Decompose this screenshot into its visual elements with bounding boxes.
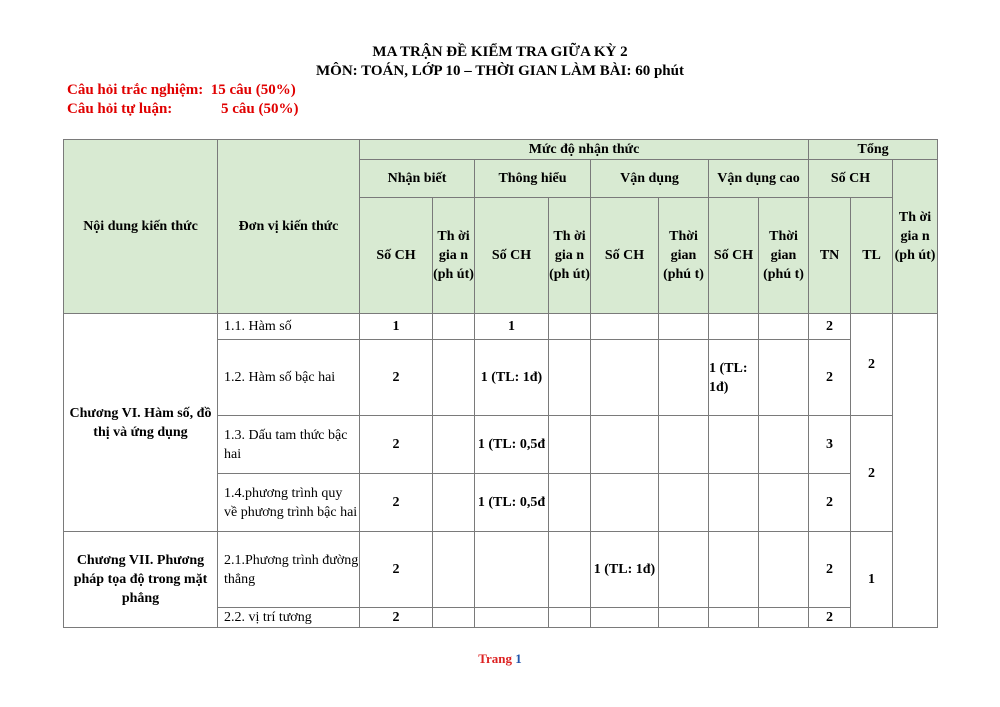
- page-label: Trang: [478, 651, 512, 666]
- document-title: MA TRẬN ĐỀ KIỂM TRA GIỮA KỲ 2: [372, 44, 628, 60]
- header-recognize: Nhận biết: [360, 160, 475, 198]
- total-tn: 2: [809, 532, 851, 608]
- header-apply: Vận dụng: [591, 160, 709, 198]
- header-total-time: Th ời gia n (ph út): [893, 160, 938, 314]
- unit-cell: 1.1. Hàm số: [218, 314, 360, 340]
- th-soch: 1 (TL: 0,5đ: [475, 474, 549, 532]
- total-tn: 2: [809, 474, 851, 532]
- header-understand: Thông hiểu: [475, 160, 591, 198]
- header-vd-soch: Số CH: [591, 198, 659, 314]
- table-row: [64, 314, 938, 340]
- page-footer: [0, 651, 1000, 667]
- mcq-info: [67, 82, 296, 99]
- mcq-value: 15 câu (50%): [210, 82, 296, 98]
- th-soch: 1 (TL: 1đ): [475, 340, 549, 416]
- matrix-table: [63, 139, 938, 628]
- th-soch: 1 (TL: 0,5đ: [475, 416, 549, 474]
- header-th-soch: Số CH: [475, 198, 549, 314]
- header-apply-high: Vận dụng cao: [709, 160, 809, 198]
- total-tn: 2: [809, 314, 851, 340]
- nb-soch: 2: [360, 474, 433, 532]
- total-tl: 2: [851, 416, 893, 532]
- header-vdc-soch: Số CH: [709, 198, 759, 314]
- unit-cell: 1.2. Hàm số bậc hai: [218, 340, 360, 416]
- header-vdc-time: Thời gian (phú t): [759, 198, 809, 314]
- header-level: Mức độ nhận thức: [360, 140, 809, 160]
- unit-cell: 1.4.phương trình quy về phương trình bậc hai: [218, 474, 360, 532]
- vdc-soch: 1 (TL: 1đ): [709, 340, 759, 416]
- total-tl: 2: [851, 314, 893, 416]
- total-tl: 1: [851, 532, 893, 628]
- chapter-7: Chương VII. Phương pháp tọa độ trong mặt phẳng: [64, 532, 218, 628]
- header-tl: TL: [851, 198, 893, 314]
- header-th-time: Th ời gia n (ph út): [549, 198, 591, 314]
- essay-value: 5 câu (50%): [221, 101, 299, 117]
- header-nb-time: Th ời gia n (ph út): [433, 198, 475, 314]
- table-row: [64, 532, 938, 608]
- header-total-so-ch: Số CH: [809, 160, 893, 198]
- mcq-label: Câu hỏi trắc nghiệm:: [67, 82, 204, 98]
- unit-cell: 1.3. Dấu tam thức bậc hai: [218, 416, 360, 474]
- page-number: 1: [515, 651, 522, 666]
- chapter-6: Chương VI. Hàm số, đồ thị và ứng dụng: [64, 314, 218, 532]
- total-tn: 3: [809, 416, 851, 474]
- nb-soch: 2: [360, 608, 433, 628]
- header-total: Tổng: [809, 140, 938, 160]
- nb-soch: 2: [360, 532, 433, 608]
- vd-soch: 1 (TL: 1đ): [591, 532, 659, 608]
- nb-soch: 2: [360, 416, 433, 474]
- essay-label: Câu hỏi tự luận:: [67, 101, 173, 117]
- header-content: Nội dung kiến thức: [64, 140, 218, 314]
- header-tn: TN: [809, 198, 851, 314]
- unit-cell: 2.1.Phương trình đường thẳng: [218, 532, 360, 608]
- total-tn: 2: [809, 340, 851, 416]
- th-soch: 1: [475, 314, 549, 340]
- document-subtitle: MÔN: TOÁN, LỚP 10 – THỜI GIAN LÀM BÀI: 60 phút: [316, 63, 684, 79]
- header-nb-soch: Số CH: [360, 198, 433, 314]
- unit-cell: 2.2. vị trí tương: [218, 608, 360, 628]
- total-tn: 2: [809, 608, 851, 628]
- header-unit: Đơn vị kiến thức: [218, 140, 360, 314]
- essay-info: [67, 101, 299, 118]
- nb-soch: 1: [360, 314, 433, 340]
- header-vd-time: Thời gian (phú t): [659, 198, 709, 314]
- nb-soch: 2: [360, 340, 433, 416]
